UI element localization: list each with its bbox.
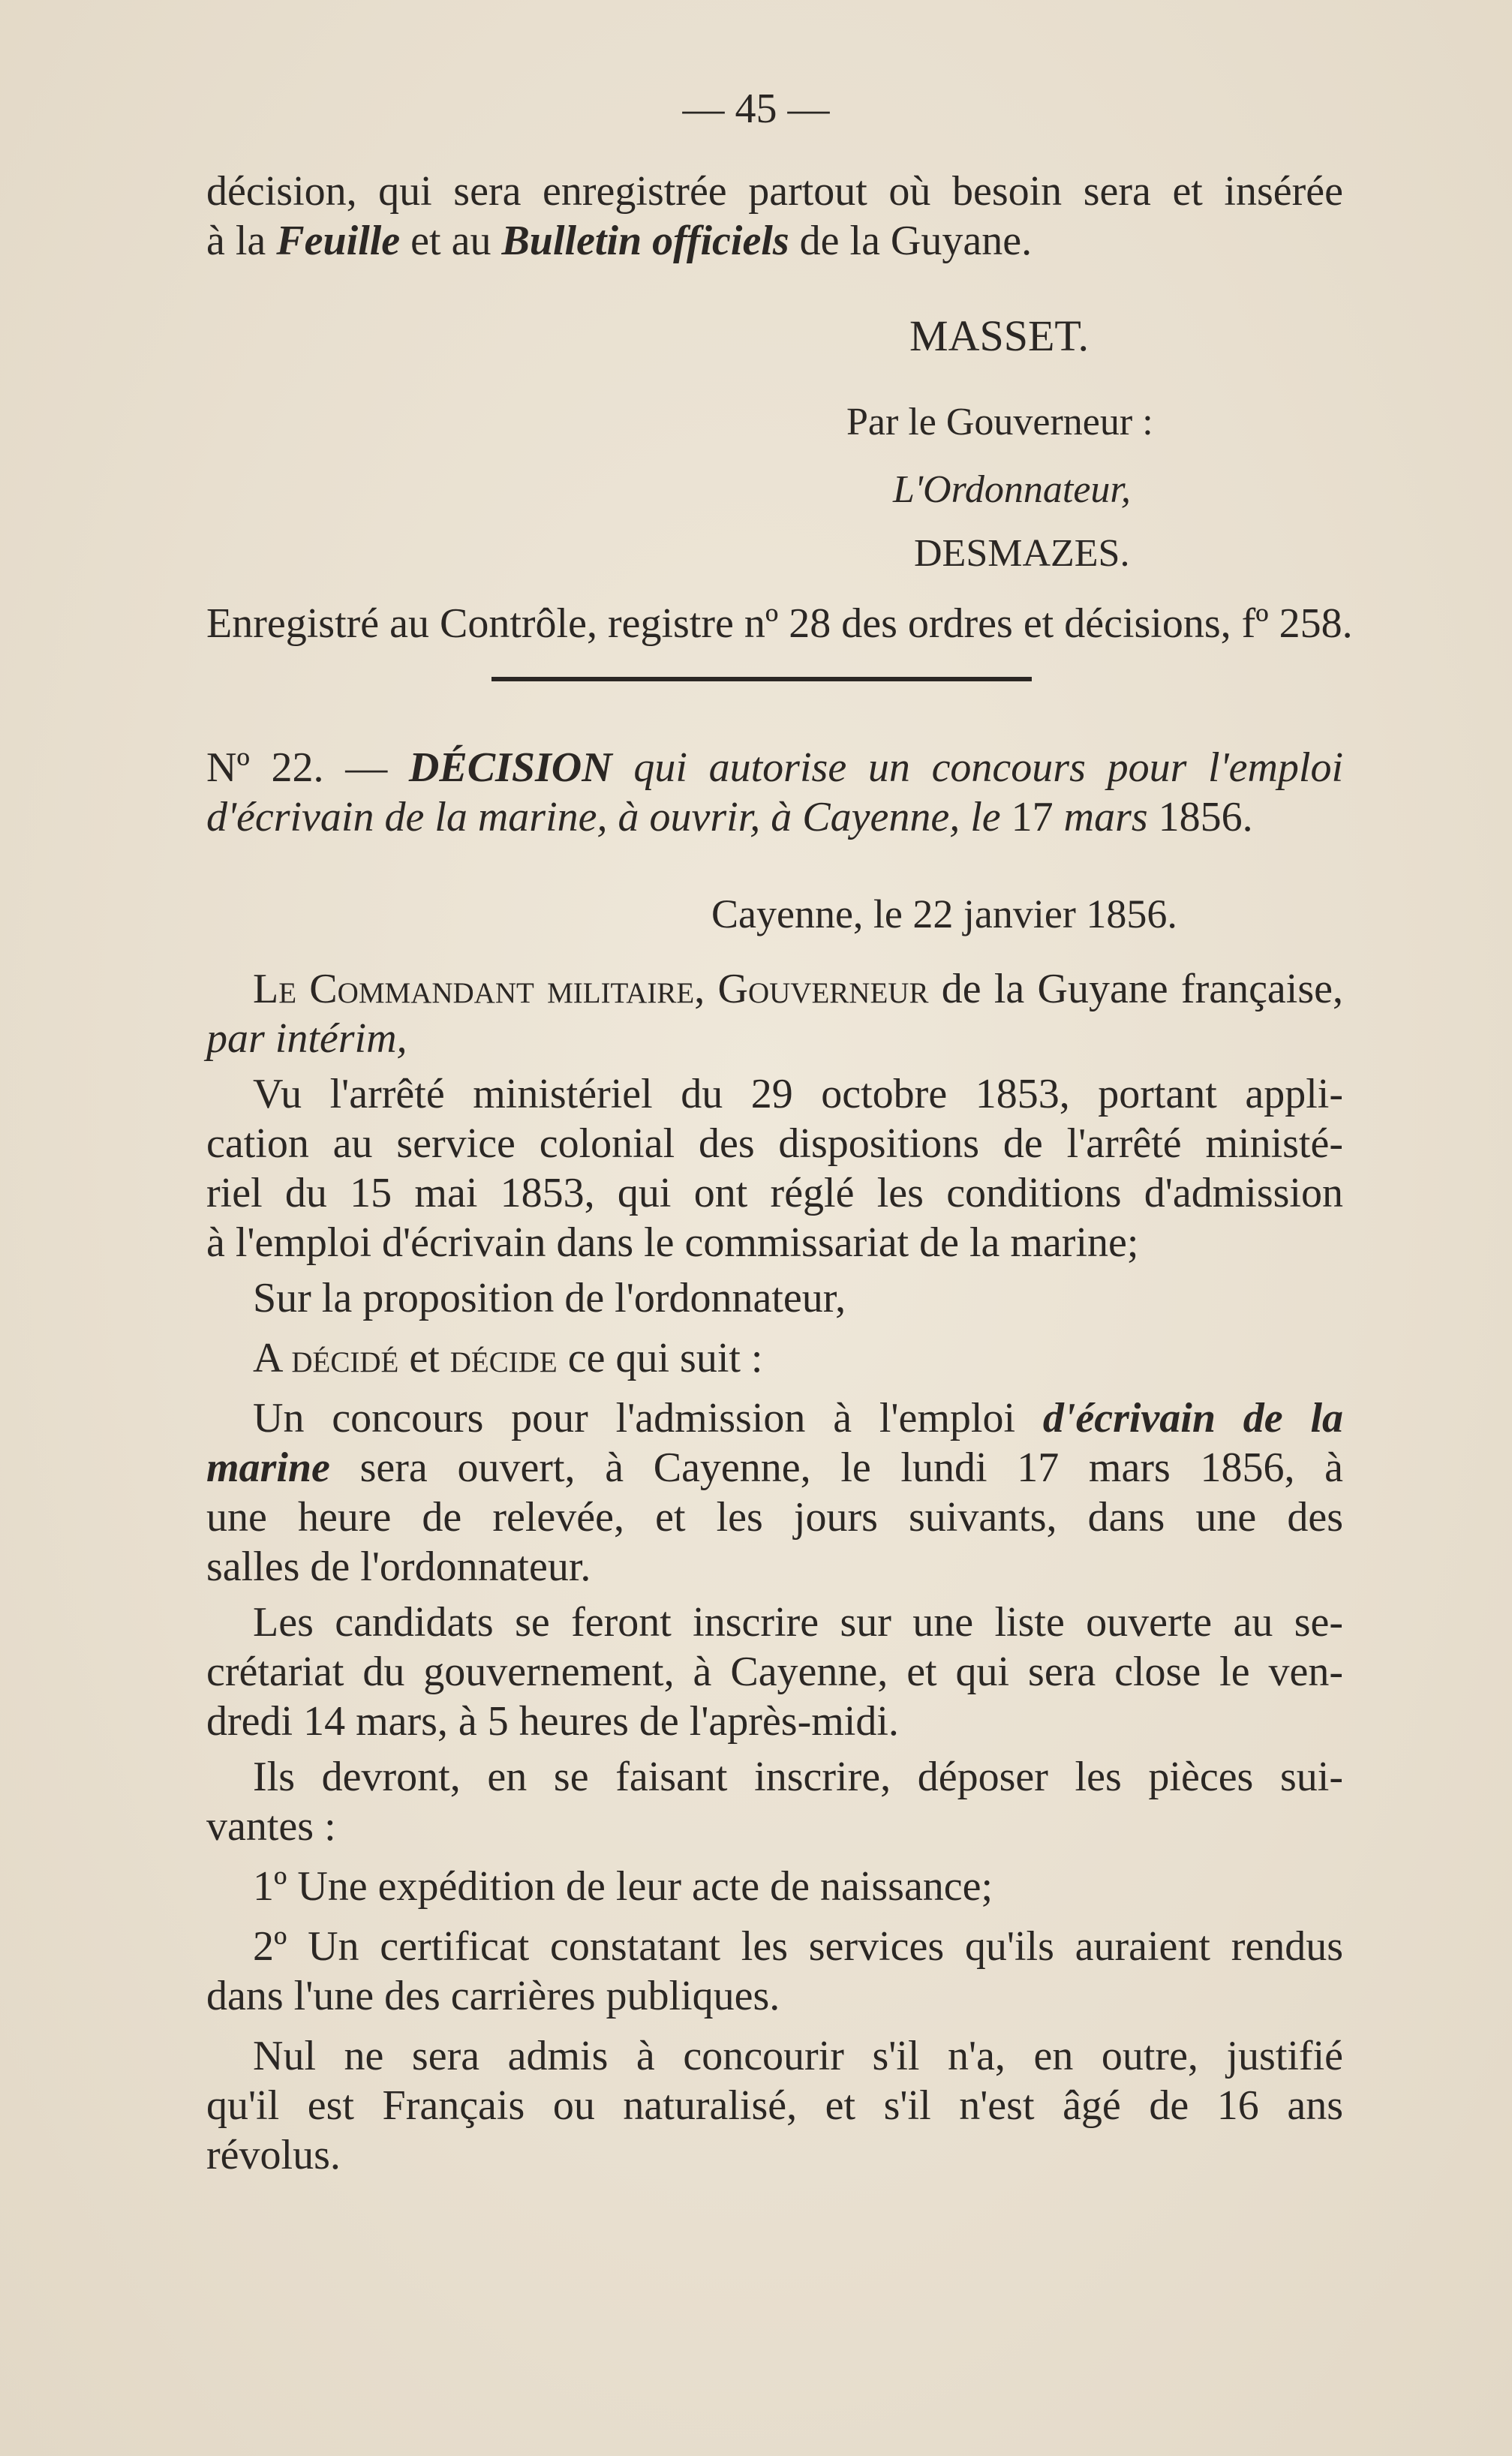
date-line: Cayenne, le 22 janvier 1856. [711,891,1177,936]
nul-line-3: révolus. [206,2132,341,2178]
concours-text: Un concours pour l'admission à l'emploi [253,1395,1043,1441]
vu-line-2: cation au service colonial des dispositions de l'arrêté ministé- [206,1120,1343,1167]
page-number: — 45 — [682,86,830,132]
pieces-line-1: Ils devront, en se faisant inscrire, déposer les pièces sui- [253,1754,1343,1800]
bulletin-title: Bulletin officiels [501,218,789,264]
vu-line-3: riel du 15 mai 1853, qui ont réglé les conditions d'admission [206,1170,1343,1216]
concours-text: sera ouvert, à Cayenne, le lundi 17 mars 1856, à [329,1444,1343,1491]
nul-line-1: Nul ne sera admis à concourir s'il n'a, en outre, justifié [253,2033,1343,2079]
candidats-line-2: crétariat du gouvernement, à Cayenne, et qui sera close le ven- [206,1649,1343,1695]
decision-subject: qui autorise un concours pour l'emploi [612,744,1344,791]
decide-text: A [253,1335,292,1381]
decide-text: et [398,1335,450,1381]
decision-month: mars [1053,794,1159,840]
preamble-text: Le [253,966,310,1012]
concours-line-4: salles de l'ordonnateur. [206,1544,591,1590]
intro-text: de la Guyane. [789,218,1033,264]
decision-heading-line-2 [206,792,1343,842]
item-2-line-2: dans l'une des carrières publiques. [206,1973,780,2019]
pieces-line-2: vantes : [206,1803,336,1850]
nul-line-2: qu'il est Français ou naturalisé, et s'il n'est âgé de 16 ans [206,2082,1343,2129]
ordonnateur-title: L'Ordonnateur, [893,468,1131,511]
decision-number: Nº 22. — [206,744,409,791]
candidats-line-3: dredi 14 mars, à 5 heures de l'après-midi. [206,1698,899,1745]
intro-line-1: décision, qui sera enregistrée partout où besoin sera et insérée [206,168,1343,215]
candidats-line-1: Les candidats se feront inscrire sur une liste ouverte au se- [253,1599,1343,1646]
ordonnateur-name: DESMAZES. [914,532,1130,575]
ecrivain-marine: d'écrivain de la [1042,1395,1343,1441]
intro-text: et au [400,218,502,264]
concours-line-2 [206,1443,1343,1493]
decision-body [206,964,1343,2180]
sur-line: Sur la proposition de l'ordonnateur, [253,1275,846,1321]
decision-heading-line-1 [206,743,1343,792]
decision-title: DÉCISION [408,744,612,791]
intro-paragraph [206,167,1343,266]
decide-text: ce qui suit : [557,1335,763,1381]
decision-year: 1856. [1158,794,1253,840]
registration-note [206,599,1353,648]
preamble-text: de la Guyane française, [928,966,1343,1012]
decision-subject: d'écrivain de la marine [206,794,597,840]
preamble-line-1 [206,964,1343,1014]
decision-heading [206,743,1343,842]
intro-text: à la [206,218,277,264]
decision-subject: , à ouvrir, à Cayenne, le [597,794,1012,840]
vu-line-4: à l'emploi d'écrivain dans le commissariat de la marine; [206,1219,1139,1266]
decide-word: décide [449,1335,558,1381]
signature-name: MASSET. [909,311,1090,360]
preamble-line-2: par intérim, [206,1015,407,1062]
intro-line-2 [206,216,1343,266]
preamble-text: , [694,966,718,1012]
decision-day: 17 [1011,794,1054,840]
separator-rule [491,677,1032,681]
commandant-militaire: Commandant militaire [309,966,695,1012]
registration-line: Enregistré au Contrôle, registre nº 28 des ordres et décisions, fº 258. [206,600,1353,647]
ecrivain-marine: marine [206,1444,330,1491]
par-le-gouverneur: Par le Gouverneur : [846,401,1153,443]
concours-line-3: une heure de relevée, et les jours suivants, dans une des [206,1494,1343,1541]
concours-line-1 [206,1393,1343,1443]
gouverneur: Gouverneur [717,966,929,1012]
vu-line-1: Vu l'arrêté ministériel du 29 octobre 1853, portant appli- [253,1071,1343,1117]
decide-line [206,1333,1343,1383]
item-2-line-1: 2º Un certificat constatant les services qu'ils auraient rendus [253,1923,1343,1970]
decide-word: décidé [291,1335,399,1381]
feuille-title: Feuille [276,218,401,264]
item-1: 1º Une expédition de leur acte de naissance; [253,1863,993,1910]
